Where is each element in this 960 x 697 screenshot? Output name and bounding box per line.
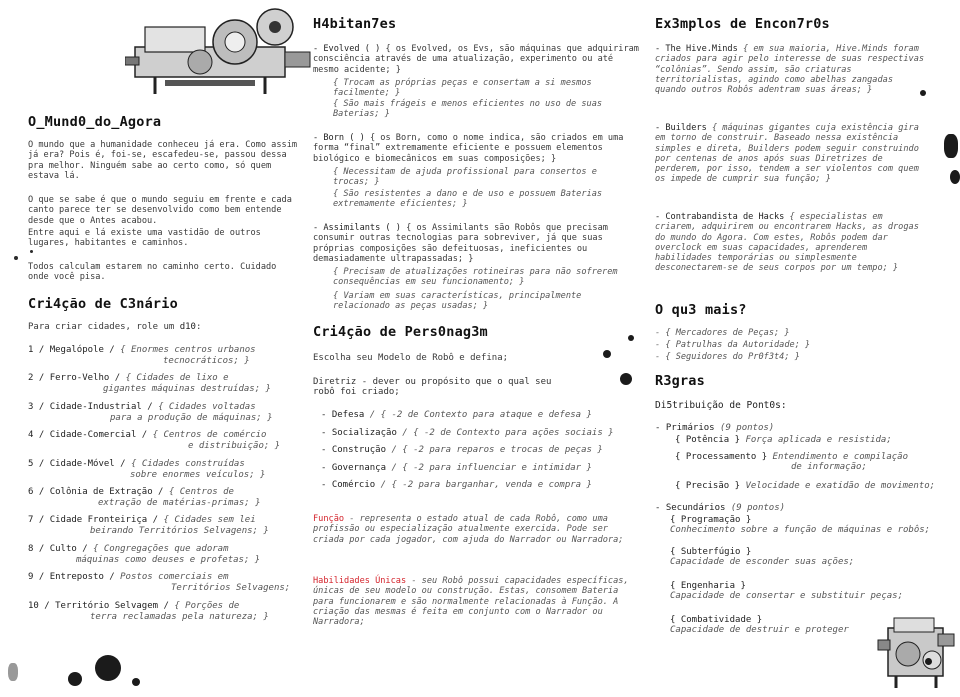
column-encounters [655, 0, 947, 697]
builders-entry: - Builders { máquinas gigantes cuja existência gira em torno de construir. Baseado nessa existência simples e direta, Builders podem seguir construindo por centenas de anos após suas Diretrizes de perderem, por isso, tendem a ser violentos com quem os impede de cumprir sua função; } [655, 123, 919, 185]
born-entry: - Born ( ) { os Born, como o nome indica, são criados em uma forma “final” extremamente eficiente e possuem elementos biológico e biomecânicos em suas composições; } [313, 133, 624, 164]
evolved-trait-2: { São mais frágeis e menos eficientes no uso de suas Baterias; } [333, 99, 603, 120]
list-item: 8 / Culto / { Congregações que adoram máquinas como deuses e profetas; } [28, 543, 261, 565]
list-item: - Comércio / { -2 para barganhar, venda e compra } [321, 480, 592, 490]
ink-speck [8, 663, 18, 681]
born-trait-1: { Necessitam de ajuda profissional para consertos e trocas; } [333, 167, 597, 188]
list-item: 1 / Megalópole / { Enormes centros urbanos tecnocráticos; } [28, 345, 256, 366]
section-title-exemplos: Ex3mplos de Encon7r0s [655, 16, 830, 32]
stat-processamento: { Processamento } Entendimento e compilação de informação; [675, 452, 909, 473]
diretriz-text: Diretriz - dever ou propósito que o qual seu robô foi criado; [313, 377, 552, 398]
habilidades-text: Habilidades Únicas - seu Robô possui capacidades específicas, únicas de seu modelo ou construção. Estas, consomem Bateria para funcionarem e são normalmente relacionadas à Função. A criação das mesmas é feita em conjunto com o Narrador ou Narradora; [313, 576, 629, 628]
directive-list [321, 410, 641, 498]
section-title-mundo: O_Mund0_do_Agora [28, 114, 162, 130]
distribuicao-label: Di5tribuição de Pont0s: [655, 400, 787, 411]
evolved-entry: - Evolved ( ) { os Evolved, os Evs, são máquinas que adquiriram consciência através de uma atualização, experimento ou até mesmo acidente; } [313, 44, 639, 75]
stat-subterfugio: { Subterfúgio } Capacidade de esconder suas ações; [670, 547, 855, 568]
born-trait-2: { São resistentes a dano e de uso e possuem Baterias extremamente eficientes; } [333, 189, 603, 210]
stat-potencia: { Potência } Força aplicada e resistida; [675, 435, 892, 445]
secundarios-label: - Secundários (9 pontos) [655, 503, 786, 513]
list-item: - Construção / { -2 para reparos e trocas de peças } [321, 445, 603, 455]
ink-blot [950, 170, 960, 184]
cenario-intro: Para criar cidades, role um d10: [28, 322, 202, 332]
funcao-text: Função - representa o estado atual de cada Robô, como uma profissão ou especialização atualmente exercida. Pode ser criada por cada jogador, com ajuda do Narrador ou Narradora; [313, 514, 624, 545]
assimilants-trait-2: { Variam em suas características, principalmente relacionado as peças usadas; } [333, 291, 582, 312]
oque-item-2: - { Patrulhas da Autoridade; } [655, 340, 811, 350]
column-inhabitants [313, 0, 640, 697]
mundo-paragraph-1: O mundo que a humanidade conheceu já era. Como assim já era? Pois é, foi-se, escafedeu-se, passou dessa pra melhor. Ninguém sabe ao certo como, só quem estava lá. [28, 140, 298, 181]
list-item: 5 / Cidade-Móvel / { Cidades construídas sobre enormes veículos; } [28, 458, 266, 480]
mundo-paragraph-3: Entre aqui e lá existe uma vastidão de outros lugares, habitantes e caminhos. [28, 228, 261, 249]
list-item: - Defesa / { -2 de Contexto para ataque e defesa } [321, 410, 592, 420]
list-item: 6 / Colônia de Extração / { Centros de extração de matérias-primas; } [28, 486, 261, 508]
contrabandista-entry: - Contrabandista de Hacks { especialistas em criarem, adquirirem ou encontrarem Hacks, as drogas do mundo do Agora. Com estes, Robôs podem dar overclock em suas capacidades, aprenderem habilidades temporárias ou simplesmente desconectarem-se de seus corpos por um tempo; } [655, 212, 919, 274]
assimilants-trait-1: { Precisam de atualizações rotineiras para não sofrerem consequências em seu funcionamento; } [333, 267, 618, 288]
list-item: 4 / Cidade-Comercial / { Centros de comércio e distribuição; } [28, 430, 281, 452]
mundo-paragraph-2: O que se sabe é que o mundo seguiu em frente e cada canto parece ter se desenvolvido como bem entende desde que o Antes acabou. [28, 195, 292, 226]
section-title-oque: O qu3 mais? [655, 302, 747, 318]
list-item: 9 / Entreposto / Postos comerciais em Territórios Selvagens; [28, 572, 291, 594]
assimilants-entry: - Assimilants ( ) { os Assimilants são Robôs que precisam consumir outras tecnologias para sobreviver, já que suas próprias composições são defeituosas, ineficientes ou demasiadamente ultrapassadas; } [313, 223, 608, 264]
primarios-label: - Primários (9 pontos) [655, 423, 775, 433]
list-item: 2 / Ferro-Velho / { Cidades de lixo e gigantes máquinas destruídas; } [28, 373, 271, 395]
list-item: 3 / Cidade-Industrial / { Cidades voltadas para a produção de máquinas; } [28, 401, 273, 423]
ink-speck [14, 256, 18, 260]
list-item: 7 / Cidade Fronteiriça / { Cidades sem lei beirando Territórios Selvagens; } [28, 515, 269, 537]
mundo-paragraph-4: Todos calculam estarem no caminho certo. Cuidado onde você pisa. [28, 262, 277, 283]
stat-combatividade: { Combatividade } Capacidade de destruir e proteger [670, 615, 849, 636]
section-title-habitantes: H4bitan7es [313, 16, 397, 32]
section-title-regras: R3gras [655, 373, 705, 389]
evolved-trait-1: { Trocam as próprias peças e consertam a si mesmos facilmente; } [333, 78, 592, 99]
personagem-intro: Escolha seu Modelo de Robô e defina; [313, 353, 509, 363]
stat-engenharia: { Engenharia } Capacidade de consertar e substituir peças; [670, 581, 903, 602]
list-item: - Governança / { -2 para influenciar e intimidar } [321, 462, 592, 473]
list-item: - Socialização / { -2 de Contexto para ações sociais } [321, 427, 614, 438]
oque-item-1: - { Mercadores de Peças; } [655, 328, 790, 338]
stat-programacao: { Programação } Conhecimento sobre a função de máquinas e robôs; [670, 515, 931, 536]
list-item: 10 / Território Selvagem / { Porções de terra reclamadas pela natureza; } [28, 600, 269, 622]
section-title-personagem: Cri4ção de Pers0nag3m [313, 324, 488, 340]
column-world [28, 0, 300, 697]
section-title-cenario: Cri4ção de C3nário [28, 296, 178, 312]
city-list [28, 345, 300, 629]
hive-entry: - The Hive.Minds { em sua maioria, Hive.Minds foram criados para agir pelo interesse de suas respectivas “colônias”. Sendo assim, são criaturas territorialistas, agindo como abelhas zangadas quando outros Robôs adentram suas áreas; } [655, 44, 925, 96]
oque-item-3: - { Seguidores do Pr0f3t4; } [655, 352, 800, 362]
stat-precisao: { Precisão } Velocidade e exatidão de movimento; [675, 481, 936, 491]
